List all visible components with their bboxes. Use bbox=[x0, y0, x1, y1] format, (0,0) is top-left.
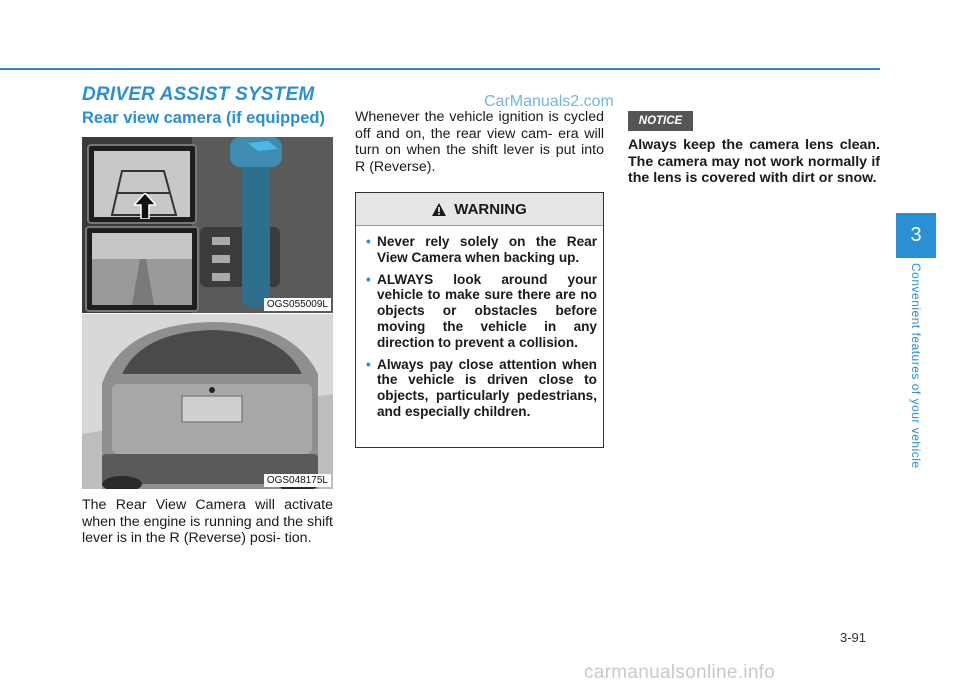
header-rule bbox=[0, 68, 880, 70]
notice-badge: NOTICE bbox=[628, 111, 693, 131]
bullet-icon: • bbox=[366, 271, 371, 287]
warning-box bbox=[355, 192, 604, 448]
subheading: Rear view camera (if equipped) bbox=[82, 109, 325, 127]
section-title: DRIVER ASSIST SYSTEM bbox=[82, 84, 315, 105]
watermark-bottom: carmanualsonline.info bbox=[584, 662, 776, 683]
paragraph-ignition-cycle: Whenever the vehicle ignition is cycled off and on, the rear view cam- era will turn on when the shift lever is put into R (Reverse). bbox=[355, 109, 604, 175]
warning-item: • Always pay close attention when the vehicle is driven close to objects, particularly pedestrians, and especially children. bbox=[366, 356, 597, 419]
warning-item: • Never rely solely on the Rear View Camera when backing up. bbox=[366, 234, 597, 265]
warning-triangle-icon bbox=[432, 203, 446, 216]
bullet-icon: • bbox=[366, 234, 371, 249]
figure-vehicle-rear bbox=[82, 314, 333, 489]
chapter-tab: 3 bbox=[896, 213, 936, 258]
paragraph-camera-activation: The Rear View Camera will activate when the engine is running and the shift lever is in the R (Reverse) posi- tion. bbox=[82, 497, 333, 546]
warning-list bbox=[356, 226, 603, 420]
arrow-up-icon bbox=[134, 193, 156, 219]
watermark-top: CarManuals2.com bbox=[484, 93, 614, 110]
warning-item: • ALWAYS look around your vehicle to make sure there are no objects or obstacles before moving the vehicle in any direction to prevent a collision. bbox=[366, 271, 597, 350]
notice-text: Always keep the camera lens clean. The camera may not work normally if the lens is covered with dirt or snow. bbox=[628, 137, 880, 187]
figure-code: OGS048175L bbox=[264, 474, 331, 487]
page-number: 3-91 bbox=[840, 630, 867, 645]
figure-code: OGS055009L bbox=[264, 298, 331, 311]
bullet-icon: • bbox=[366, 356, 371, 372]
figure-camera-display bbox=[82, 137, 333, 313]
chapter-title: Convenient features of your vehicle bbox=[909, 263, 923, 469]
warning-header bbox=[356, 193, 603, 226]
warning-label: WARNING bbox=[454, 200, 527, 218]
